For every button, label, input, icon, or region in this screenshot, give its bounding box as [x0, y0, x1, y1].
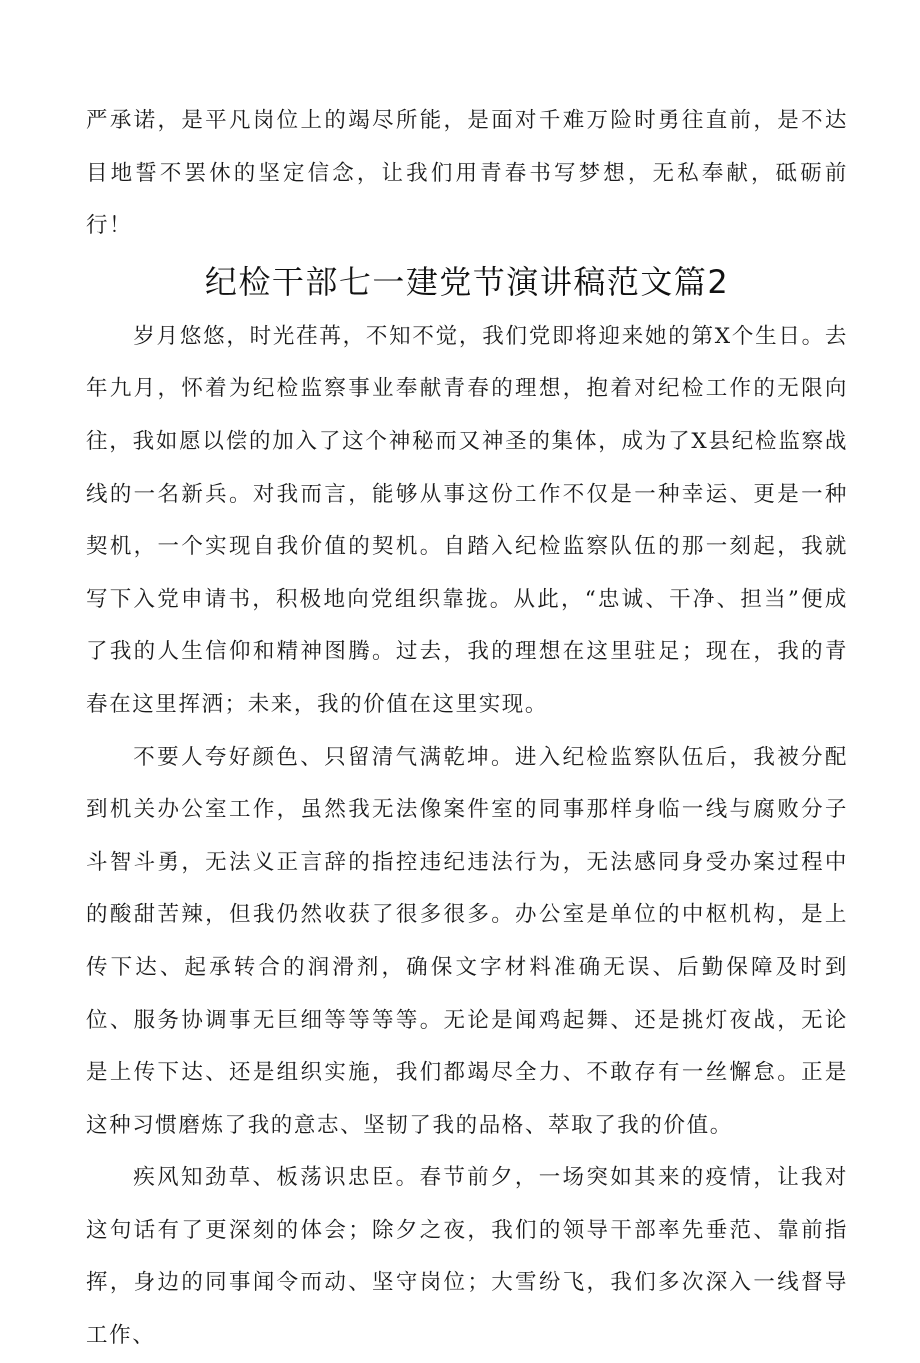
body-paragraph-1: 岁月悠悠，时光荏苒，不知不觉，我们党即将迎来她的第X个生日。去年九月，怀着为纪检监察事业奉献青春的理想，抱着对纪检工作的无限向往，我如愿以偿的加入了这个神秘而又神圣的集体，成为了X县纪检监察战线的一名新兵。对我而言，能够从事这份工作不仅是一种幸运、更是一种契机，一个实现自我价值的契机。自踏入纪检监察队伍的那一刻起，我就写下入党申请书，积极地向党组织靠拢。从此，“忠诚、干净、担当”便成了我的人生信仰和精神图腾。过去，我的理想在这里驻足；现在，我的青春在这里挥洒；未来，我的价值在这里实现。 [86, 323, 848, 717]
document-body [86, 95, 848, 1363]
body-paragraph-3: 疾风知劲草、板荡识忠臣。春节前夕，一场突如其来的疫情，让我对这句话有了更深刻的体会；除夕之夜，我们的领导干部率先垂范、靠前指挥，身边的同事闻令而动、坚守岗位；大雪纷飞，我们多次深入一线督导工作、 [86, 1165, 848, 1349]
body-paragraph-2: 不要人夸好颜色、只留清气满乾坤。进入纪检监察队伍后，我被分配到机关办公室工作，虽然我无法像案件室的同事那样身临一线与腐败分子斗智斗勇，无法义正言辞的指控违纪违法行为，无法感同身受办案过程中的酸甜苦辣，但我仍然收获了很多很多。办公室是单位的中枢机构，是上传下达、起承转合的润滑剂，确保文字材料准确无误、后勤保障及时到位、服务协调事无巨细等等等等。无论是闻鸡起舞、还是挑灯夜战，无论是上传下达、还是组织实施，我们都竭尽全力、不敢存有一丝懈怠。正是这种习惯磨炼了我的意志、坚韧了我的品格、萃取了我的价值。 [86, 744, 848, 1138]
section-title: 纪检干部七一建党节演讲稿范文篇2 [204, 262, 730, 301]
intro-paragraph: 严承诺，是平凡岗位上的竭尽所能，是面对千难万险时勇往直前，是不达目地誓不罢休的坚定信念，让我们用青春书写梦想，无私奉献，砥砺前行！ [86, 108, 848, 239]
